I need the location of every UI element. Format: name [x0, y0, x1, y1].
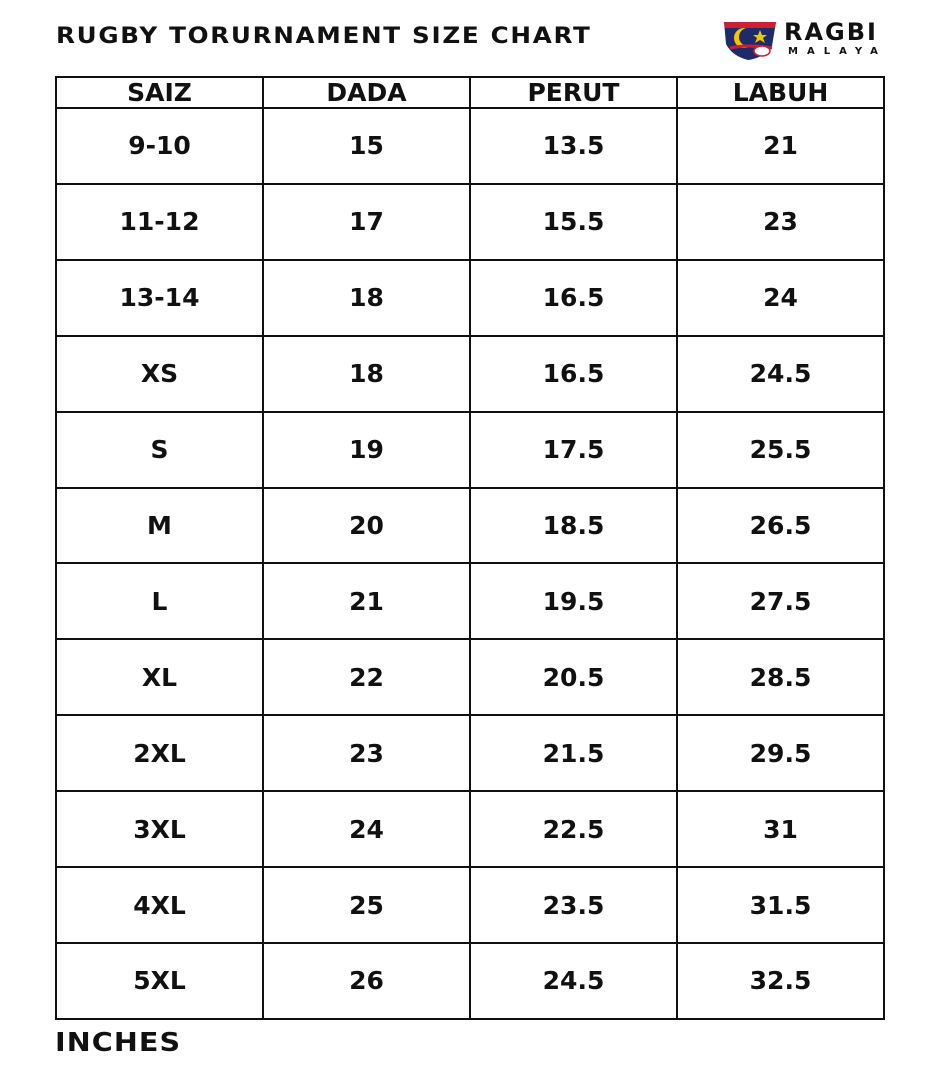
cell-dada: 19	[263, 412, 470, 488]
cell-saiz: 13-14	[56, 260, 263, 336]
cell-saiz: S	[56, 412, 263, 488]
size-chart-table	[55, 76, 885, 1020]
cell-dada: 21	[263, 563, 470, 639]
cell-saiz: 11-12	[56, 184, 263, 260]
cell-labuh: 21	[677, 108, 884, 184]
cell-dada: 24	[263, 791, 470, 867]
cell-perut: 19.5	[470, 563, 677, 639]
cell-perut: 24.5	[470, 943, 677, 1019]
column-header-perut: PERUT	[470, 77, 677, 108]
cell-labuh: 29.5	[677, 715, 884, 791]
table-row	[56, 412, 884, 488]
cell-perut: 21.5	[470, 715, 677, 791]
table-row	[56, 639, 884, 715]
logo-wordmark: RAGBI	[784, 18, 878, 46]
cell-dada: 23	[263, 715, 470, 791]
cell-perut: 20.5	[470, 639, 677, 715]
cell-labuh: 31.5	[677, 867, 884, 943]
cell-perut: 17.5	[470, 412, 677, 488]
cell-perut: 13.5	[470, 108, 677, 184]
cell-saiz: 5XL	[56, 943, 263, 1019]
table-row	[56, 943, 884, 1019]
cell-labuh: 26.5	[677, 488, 884, 564]
column-header-dada: DADA	[263, 77, 470, 108]
cell-labuh: 31	[677, 791, 884, 867]
cell-dada: 20	[263, 488, 470, 564]
table-row	[56, 336, 884, 412]
shield-emblem-icon	[722, 18, 778, 62]
table-row	[56, 184, 884, 260]
cell-perut: 22.5	[470, 791, 677, 867]
table-row	[56, 108, 884, 184]
cell-dada: 26	[263, 943, 470, 1019]
table-row	[56, 260, 884, 336]
cell-saiz: XS	[56, 336, 263, 412]
cell-saiz: L	[56, 563, 263, 639]
cell-labuh: 23	[677, 184, 884, 260]
cell-saiz: 3XL	[56, 791, 263, 867]
cell-perut: 18.5	[470, 488, 677, 564]
cell-labuh: 27.5	[677, 563, 884, 639]
cell-saiz: 4XL	[56, 867, 263, 943]
cell-dada: 25	[263, 867, 470, 943]
cell-dada: 18	[263, 260, 470, 336]
unit-label: INCHES	[55, 1028, 182, 1058]
column-header-saiz: SAIZ	[56, 77, 263, 108]
table-row	[56, 488, 884, 564]
table-header-row	[56, 77, 884, 108]
table-row	[56, 867, 884, 943]
logo-subtitle: MALAYA	[788, 46, 887, 57]
cell-labuh: 24.5	[677, 336, 884, 412]
cell-labuh: 24	[677, 260, 884, 336]
ragbi-malaya-logo	[722, 18, 892, 62]
cell-labuh: 32.5	[677, 943, 884, 1019]
table-row	[56, 791, 884, 867]
cell-dada: 17	[263, 184, 470, 260]
page-title: RUGBY TORURNAMENT SIZE CHART	[56, 24, 592, 49]
table-row	[56, 715, 884, 791]
cell-saiz: M	[56, 488, 263, 564]
cell-perut: 16.5	[470, 260, 677, 336]
column-header-labuh: LABUH	[677, 77, 884, 108]
cell-labuh: 25.5	[677, 412, 884, 488]
cell-perut: 23.5	[470, 867, 677, 943]
cell-saiz: 2XL	[56, 715, 263, 791]
table-row	[56, 563, 884, 639]
cell-dada: 15	[263, 108, 470, 184]
cell-labuh: 28.5	[677, 639, 884, 715]
cell-saiz: XL	[56, 639, 263, 715]
cell-dada: 22	[263, 639, 470, 715]
cell-perut: 15.5	[470, 184, 677, 260]
cell-dada: 18	[263, 336, 470, 412]
cell-perut: 16.5	[470, 336, 677, 412]
cell-saiz: 9-10	[56, 108, 263, 184]
